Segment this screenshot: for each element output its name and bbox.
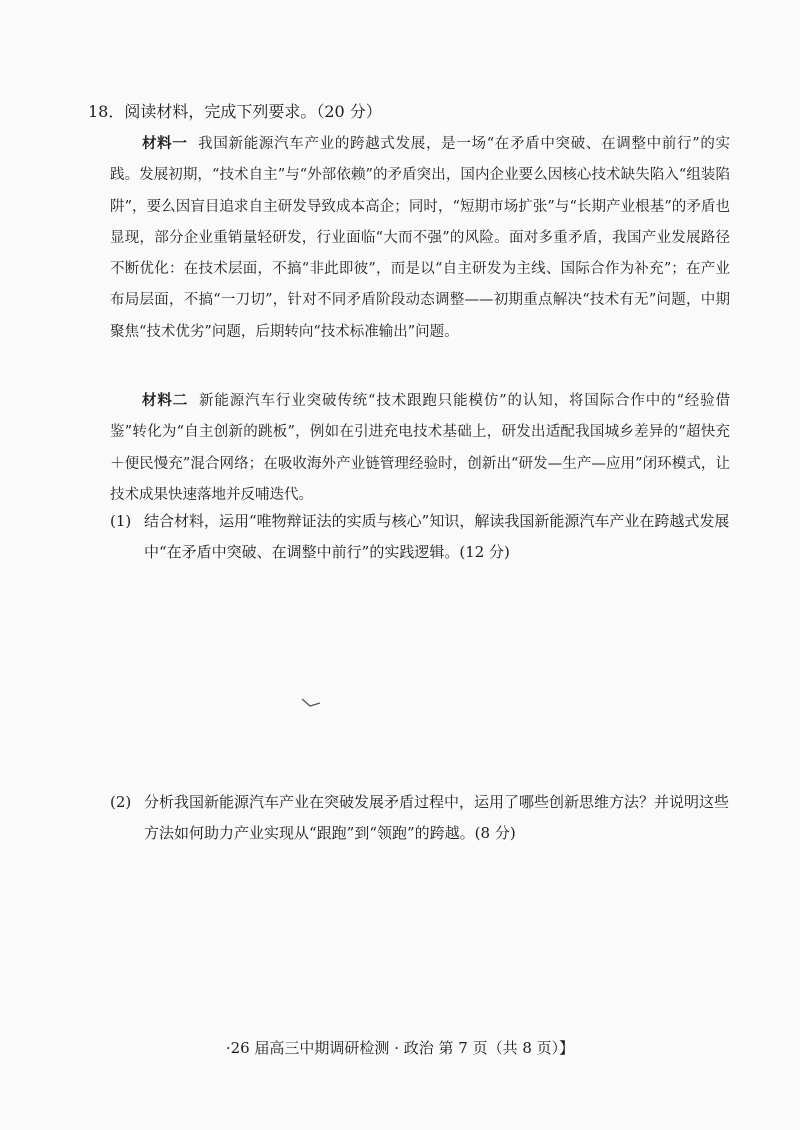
material-one-label: 材料一 <box>142 135 188 152</box>
material-one-text: 我国新能源汽车产业的跨越式发展，是一场“在矛盾中突破、在调整中前行”的实践。发展初期，“技术自主”与“外部依赖”的矛盾突出，国内企业要么因核心技术缺失陷入“组装陷阱”，要么因盲目追求自主研发导致成本高企；同时，“短期市场扩张”与“长期产业根基”的矛盾也显现，部分企业重销量轻研发，行业面临“大而不强”的风险。面对多重矛盾，我国产业发展路径不断优化：在技术层面，不搞“非此即彼”，而是以“自主研发为主线、国际合作为补充”；在产业布局层面，不搞“一刀切”，针对不同矛盾阶段动态调整——初期重点解决“技术有无”问题，中期聚焦“技术优劣”问题，后期转向“技术标准输出”问题。 <box>110 136 731 340</box>
material-two-text: 新能源汽车行业突破传统“技术跟跑只能模仿”的认知，将国际合作中的“经验借鉴”转化为“自主创新的跳板”，例如在引进充电技术基础上，研发出适配我国城乡差异的“超快充＋便民慢充”混合网络；在吸收海外产业链管理经验时，创新出“研发—生产—应用”闭环模式，让技术成果快速落地并反哺迭代。 <box>110 393 730 503</box>
sub-question-2-number: (2) <box>110 793 132 811</box>
material-one <box>110 128 730 348</box>
material-two-label: 材料二 <box>142 392 189 409</box>
pencil-mark-icon <box>300 696 322 710</box>
sub-question-1 <box>110 506 740 568</box>
sub-question-2 <box>110 787 740 849</box>
sub-question-1-text: 结合材料，运用“唯物辩证法的实质与核心”知识，解读我国新能源汽车产业在跨越式发展中“在矛盾中突破、在调整中前行”的实践逻辑。(12 分) <box>144 512 730 561</box>
page-footer: ·26 届高三中期调研检测 · 政治 第 7 页（共 8 页）】 <box>225 1039 575 1057</box>
sub-question-2-text: 分析我国新能源汽车产业在突破发展矛盾过程中，运用了哪些创新思维方法？并说明这些方法如何助力产业实现从“跟跑”到“领跑”的跨越。(8 分) <box>144 793 730 842</box>
sub-question-1-number: (1) <box>110 512 132 530</box>
question-title: 18．阅读材料，完成下列要求。（20 分） <box>88 102 382 121</box>
material-two <box>110 385 730 511</box>
